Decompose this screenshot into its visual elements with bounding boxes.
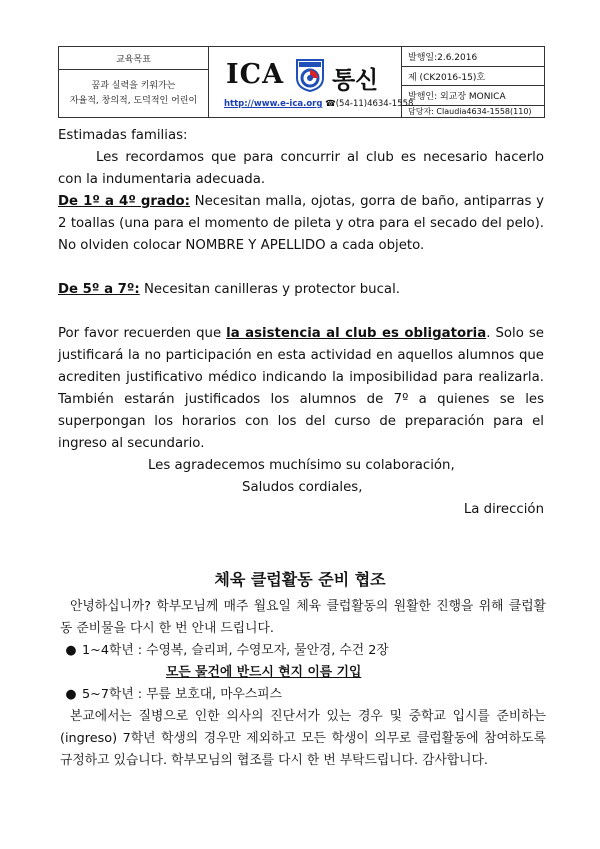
newsletter-word: 통신: [332, 66, 379, 94]
group-1-label: De 1º a 4º grado:: [58, 194, 190, 209]
school-name: ICA: [226, 59, 285, 90]
attendance-emphasis: la asistencia al club es obligatoria: [226, 326, 487, 341]
publisher: 발행인: 외교장 MONICA: [402, 86, 544, 106]
thanks-line: Les agradecemos muchísimo su colaboración,: [148, 458, 455, 473]
intro-paragraph: Les recordamos que para concurrir al club es necesario hacerlo con la indumentaria adecuada.: [58, 150, 544, 187]
goal-line-1: 꿈과 실력을 키워가는: [91, 80, 176, 91]
issue-info-box: [402, 47, 544, 117]
goal-label: 교육목표: [59, 47, 208, 70]
korean-letter: [60, 596, 546, 772]
greeting: Estimadas familias:: [58, 128, 188, 143]
bullet-icon: ●: [65, 643, 77, 658]
educational-goal-box: [59, 47, 209, 117]
korean-title: 체육 클럽활동 준비 협조: [214, 570, 386, 589]
regards-line: Saludos cordiales,: [242, 480, 363, 495]
group-2-label: De 5º a 7º:: [58, 282, 140, 297]
item-2-text: 5~7학년 : 무릎 보호대, 마우스피스: [82, 687, 282, 702]
attendance-text-after: . Solo se justificará la no participación en esta actividad en aquellos alumnos que acrediten justificativo médico indicando la imposibilidad para realizarla. También estarán justificados los alumnos de 7º a quienes se les superpongan los horarios con los del curso de preparación para el ingreso al secundario.: [58, 326, 544, 451]
korean-item-2: [60, 684, 546, 706]
signature: La dirección: [463, 502, 544, 517]
website-link[interactable]: http://www.e-ica.org: [224, 99, 323, 109]
group-2-text: Necesitan canilleras y protector bucal.: [139, 282, 400, 297]
item-1-text: 1~4학년 : 수영복, 슬리퍼, 수영모자, 물안경, 수건 2장: [82, 643, 389, 658]
bullet-icon: ●: [65, 687, 77, 702]
spanish-letter: [58, 125, 544, 521]
contact-line: [224, 99, 413, 109]
issue-date: 발행일:2.6.2016: [402, 47, 544, 67]
goal-line-2: 자율적, 창의적, 도덕적인 어린이: [69, 95, 198, 106]
masthead: [209, 47, 414, 117]
school-logo-icon: [295, 58, 325, 92]
phone-number: ☎(54-11)4634-1558: [325, 99, 414, 109]
group-2-paragraph: [58, 279, 544, 301]
korean-intro: 안녕하십니까? 학부모님께 매주 월요일 체육 클럽활동의 원활한 진행을 위해 클럽활동 준비물을 다시 한 번 안내 드립니다.: [60, 599, 546, 636]
group-1-paragraph: [58, 191, 544, 257]
issue-number: 제 (CK2016-15)호: [402, 67, 544, 87]
korean-item-1-note: [60, 662, 546, 684]
attendance-paragraph: [58, 323, 544, 455]
attendance-text-before: Por favor recuerden que: [58, 326, 227, 341]
newsletter-header: [58, 46, 545, 118]
goal-text: [59, 70, 208, 117]
item-1-note-text: 모든 물건에 반드시 현지 이름 기입: [166, 665, 362, 680]
contact-person: 담당자: Claudia4634-1558(110): [408, 107, 532, 117]
group-1-text: Necesitan malla, ojotas, gorra de baño, antiparras y 2 toallas (una para el momento de pileta y otra para el secado del pelo). No olviden colocar NOMBRE Y APELLIDO a cada objeto.: [58, 194, 544, 253]
korean-item-1: [60, 640, 546, 662]
korean-closing: 본교에서는 질병으로 인한 의사의 진단서가 있는 경우 및 중학교 입시를 준비하는(ingreso) 7학년 학생의 경우만 제외하고 모든 학생이 의무로 클럽활동에 참여하도록 규정하고 있습니다. 학부모님의 협조를 다시 한 번 부탁드립니다. 감사합니다.: [60, 709, 546, 768]
